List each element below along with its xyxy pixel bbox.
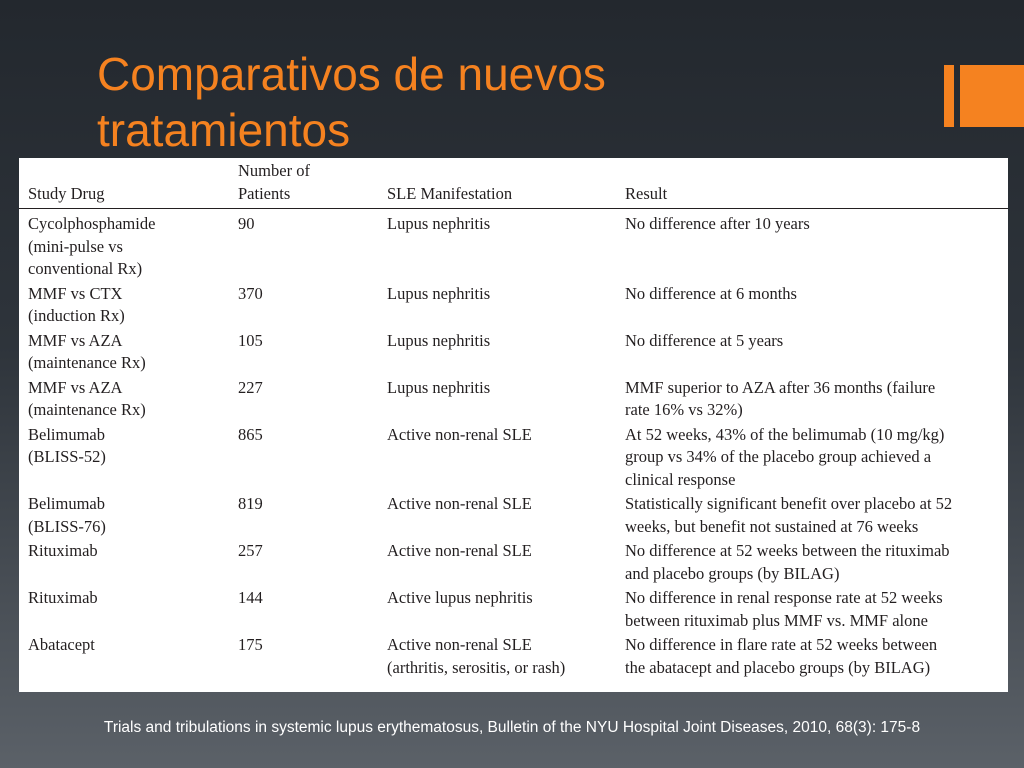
header-patients-line: Patients: [238, 183, 291, 203]
result-cell-line: No difference in flare rate at 52 weeks between: [625, 635, 938, 655]
drug-cell-line: (maintenance Rx): [28, 400, 146, 420]
header-number-of-patients: [238, 158, 387, 209]
patients-cell: 257: [238, 541, 263, 561]
table-row: [19, 283, 1008, 330]
manifestation-cell: [387, 424, 625, 494]
manifestation-cell: [387, 330, 625, 377]
manifestation-cell-line: Lupus nephritis: [387, 330, 491, 350]
table-row: [19, 377, 1008, 424]
table-row: [19, 540, 1008, 587]
table-header-row: [19, 158, 1008, 209]
patients-cell: 144: [238, 588, 263, 608]
table-row: [19, 330, 1008, 377]
patients-cell: 105: [238, 330, 263, 350]
drug-cell-line: Abatacept: [28, 635, 95, 655]
manifestation-cell: [387, 209, 625, 283]
table-row: [19, 587, 1008, 634]
accent-bar-decoration: [944, 65, 954, 127]
result-cell-line: No difference at 6 months: [625, 283, 797, 303]
manifestation-cell-line: Lupus nephritis: [387, 377, 491, 397]
drug-cell-line: MMF vs AZA: [28, 330, 123, 350]
drug-cell-line: (mini-pulse vs: [28, 236, 123, 256]
drug-cell-line: Rituximab: [28, 588, 98, 608]
result-cell-line: No difference at 5 years: [625, 330, 784, 350]
result-cell-line: rate 16% vs 32%): [625, 400, 743, 420]
header-study-drug: Study Drug: [19, 158, 238, 209]
result-cell-line: No difference in renal response rate at 52 weeks: [625, 588, 943, 608]
drug-cell-line: MMF vs CTX: [28, 283, 123, 303]
manifestation-cell-line: Active non-renal SLE: [387, 494, 532, 514]
result-cell: [625, 377, 1008, 424]
manifestation-cell-line: Active lupus nephritis: [387, 588, 533, 608]
accent-block-decoration: [960, 65, 1024, 127]
drug-cell: [19, 283, 238, 330]
manifestation-cell: [387, 377, 625, 424]
manifestation-cell: [387, 587, 625, 634]
patients-cell: 90: [238, 214, 255, 234]
drug-cell: [19, 587, 238, 634]
drug-cell-line: Belimumab: [28, 424, 105, 444]
result-cell-line: At 52 weeks, 43% of the belimumab (10 mg/kg): [625, 424, 945, 444]
result-cell-line: weeks, but benefit not sustained at 76 weeks: [625, 516, 919, 536]
result-cell: [625, 493, 1008, 540]
manifestation-cell-line: Lupus nephritis: [387, 283, 491, 303]
drug-cell-line: (induction Rx): [28, 306, 125, 326]
drug-cell-line: (BLISS-52): [28, 447, 106, 467]
patients-cell: 370: [238, 283, 263, 303]
manifestation-cell-line: Active non-renal SLE: [387, 424, 532, 444]
header-sle-manifestation: SLE Manifestation: [387, 158, 625, 209]
drug-cell: [19, 540, 238, 587]
drug-cell-line: MMF vs AZA: [28, 377, 123, 397]
treatment-comparison-table: [19, 158, 1008, 681]
manifestation-cell: [387, 493, 625, 540]
header-patients-line: Number of: [238, 161, 310, 180]
manifestation-cell: [387, 634, 625, 681]
result-cell: [625, 634, 1008, 681]
result-cell: [625, 540, 1008, 587]
patients-cell: 865: [238, 424, 263, 444]
drug-cell: [19, 330, 238, 377]
result-cell: [625, 587, 1008, 634]
manifestation-cell-line: Lupus nephritis: [387, 214, 491, 234]
drug-cell: [19, 634, 238, 681]
result-cell: [625, 424, 1008, 494]
patients-cell: 819: [238, 494, 263, 514]
result-cell-line: MMF superior to AZA after 36 months (failure: [625, 377, 936, 397]
drug-cell: [19, 377, 238, 424]
table-row: [19, 634, 1008, 681]
result-cell-line: No difference at 52 weeks between the rituximab: [625, 541, 950, 561]
slide-title: Comparativos de nuevos tratamientos: [97, 48, 606, 156]
result-cell-line: Statistically significant benefit over placebo at 52: [625, 494, 953, 514]
table-row: [19, 493, 1008, 540]
result-cell: [625, 283, 1008, 330]
manifestation-cell-line: Active non-renal SLE: [387, 541, 532, 561]
drug-cell-line: (BLISS-76): [28, 516, 106, 536]
drug-cell-line: Rituximab: [28, 541, 98, 561]
drug-cell-line: Cycolphosphamide: [28, 214, 156, 234]
drug-cell: [19, 209, 238, 283]
manifestation-cell-line: (arthritis, serositis, or rash): [387, 657, 566, 677]
result-cell-line: the abatacept and placebo groups (by BILAG): [625, 657, 931, 677]
result-cell: [625, 330, 1008, 377]
result-cell-line: between rituximab plus MMF vs. MMF alone: [625, 610, 928, 630]
result-cell-line: group vs 34% of the placebo group achieved a: [625, 447, 932, 467]
source-citation: Trials and tribulations in systemic lupus erythematosus, Bulletin of the NYU Hospital Joint Diseases, 2010, 68(3): 175-8: [103, 719, 921, 736]
patients-cell: 227: [238, 377, 263, 397]
drug-cell-line: (maintenance Rx): [28, 353, 146, 373]
comparison-table-panel: [19, 158, 1008, 692]
patients-cell: 175: [238, 635, 263, 655]
manifestation-cell-line: Active non-renal SLE: [387, 635, 532, 655]
result-cell-line: and placebo groups (by BILAG): [625, 563, 840, 583]
table-row: [19, 424, 1008, 494]
table-body: [19, 209, 1008, 682]
header-result: Result: [625, 158, 1008, 209]
manifestation-cell: [387, 540, 625, 587]
manifestation-cell: [387, 283, 625, 330]
table-row: [19, 209, 1008, 283]
drug-cell-line: Belimumab: [28, 494, 105, 514]
result-cell-line: clinical response: [625, 469, 736, 489]
drug-cell: [19, 493, 238, 540]
result-cell: [625, 209, 1008, 283]
result-cell-line: No difference after 10 years: [625, 214, 810, 234]
drug-cell: [19, 424, 238, 494]
drug-cell-line: conventional Rx): [28, 259, 143, 279]
